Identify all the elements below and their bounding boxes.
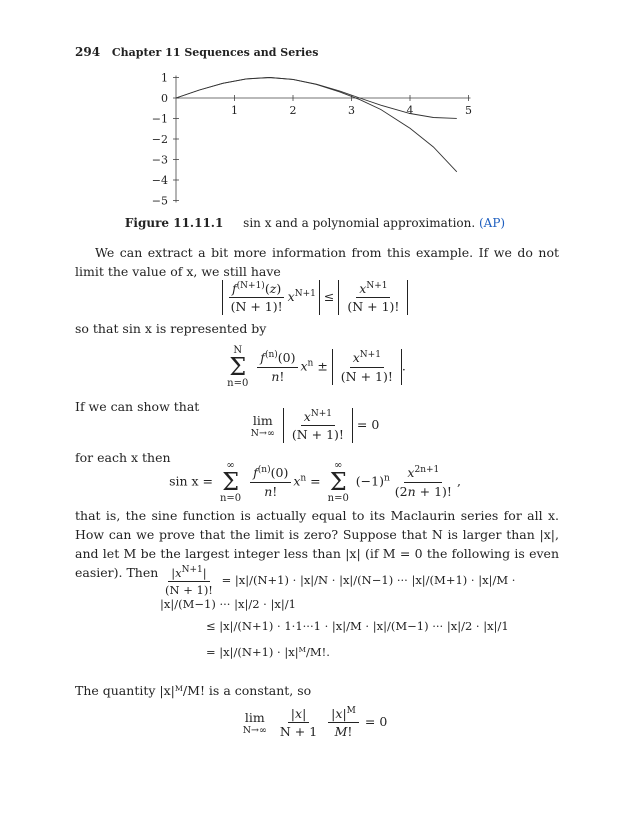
paragraph-1: We can extract a bit more information from this example. If we do not limit the value of x, we still have [75,245,559,279]
paragraph-4: for each x then [75,450,171,465]
x-tick-label: 4 [406,104,414,117]
chain-line-1: |x|/(N+1) · |x|/N · |x|/(N−1) ··· |x|/(M+1) · |x|/M · |x|/(M−1) ··· |x|/2 · |x|/1 [160,572,516,611]
x-tick-label: 3 [348,104,355,117]
equation-final-limit: lim N→∞ $\frac{|x|}{N + 1}$ $\frac{|x|^M}{M!}$ = 0 [242,706,388,740]
equation-chain: $\frac{|x^{N+1}|}{(N + 1)!}$ = |x|/(N+1) · |x|/N · |x|/(N−1) ··· |x|/(M+1) · |x|/M · |x|/(M−1) ··· |x|/2 · |x|/1 ≤ |x|/(N+1) · 1·1···1 · |x|/M · |x|/(M−1) ··· |x|/2 · |x|/1 = |x|/(N+1) · |x|ᴹ/M!. [160,565,516,659]
chain-line-2: ≤ |x|/(N+1) · 1·1···1 · |x|/M · |x|/(M−1) ··· |x|/2 · |x|/1 [206,618,509,633]
running-head [75,45,318,59]
figure-label: Figure 11.11.1 [124,216,224,230]
figure-caption-text: sin x and a polynomial approximation. [243,216,476,230]
leq-symbol: ≤ [323,289,335,305]
ap-link[interactable]: (AP) [479,216,506,230]
equation-sum-repr: N Σ n=0 $\frac{f^{(n)}(0)}{n!}$ $x^n$ ± $\frac{x^{N+1}}{(N + 1)!}$ . [227,345,406,389]
paragraph-5: that is, the sine function is actually equal to its Maclaurin series for all x. How can we prove that the limit is zero? Suppose that N is larger than |x|, and let M be the largest integer less than |x| (if M = 0 the following is even easier). Then [75,508,559,580]
y-tick-label: −5 [151,194,168,208]
equation-bound: $\frac{f^{(N+1)}(z)}{(N + 1)!}$ $x^{N+1}$ ≤ $\frac{x^{N+1}}{(N + 1)!}$ [0,280,630,315]
page-number: 294 [75,45,101,59]
chapter-title: Chapter 11 Sequences and Series [111,46,319,59]
y-tick-label: −2 [151,133,168,146]
x-tick-label: 1 [231,104,238,117]
y-tick-label: −1 [151,112,168,126]
y-tick-label: 1 [161,71,168,85]
plot-curves [176,78,457,172]
plus-minus: ± [317,358,328,374]
y-tick-label: 0 [161,92,168,105]
figure-plot [130,66,480,208]
figure-caption [0,216,630,230]
equation-sine-series: sin x = ∞ Σ n=0 $\frac{f^{(n)}(0)}{n!}$ $x^n$ = ∞ Σ n=0 $(-1)^n$ $\frac{x^{2n+1}}{(2n + 1)!}$ , [169,460,461,504]
x-tick-label: 2 [289,104,297,117]
y-tick-label: −4 [151,174,168,187]
equation-limit: lim N→∞ $\frac{x^{N+1}}{(N + 1)!}$ = 0 [250,409,380,443]
polynomial-curve [176,78,457,172]
chain-line-3: = |x|/(N+1) · |x|ᴹ/M! [206,644,327,659]
paragraph-6: The quantity |x|ᴹ/M! is a constant, so [75,683,312,698]
y-tick-label: −3 [151,153,168,167]
paragraph-2: so that sin x is represented by [75,321,267,336]
x-tick-label: 5 [465,104,472,117]
paragraph-3: If we can show that [75,399,200,414]
